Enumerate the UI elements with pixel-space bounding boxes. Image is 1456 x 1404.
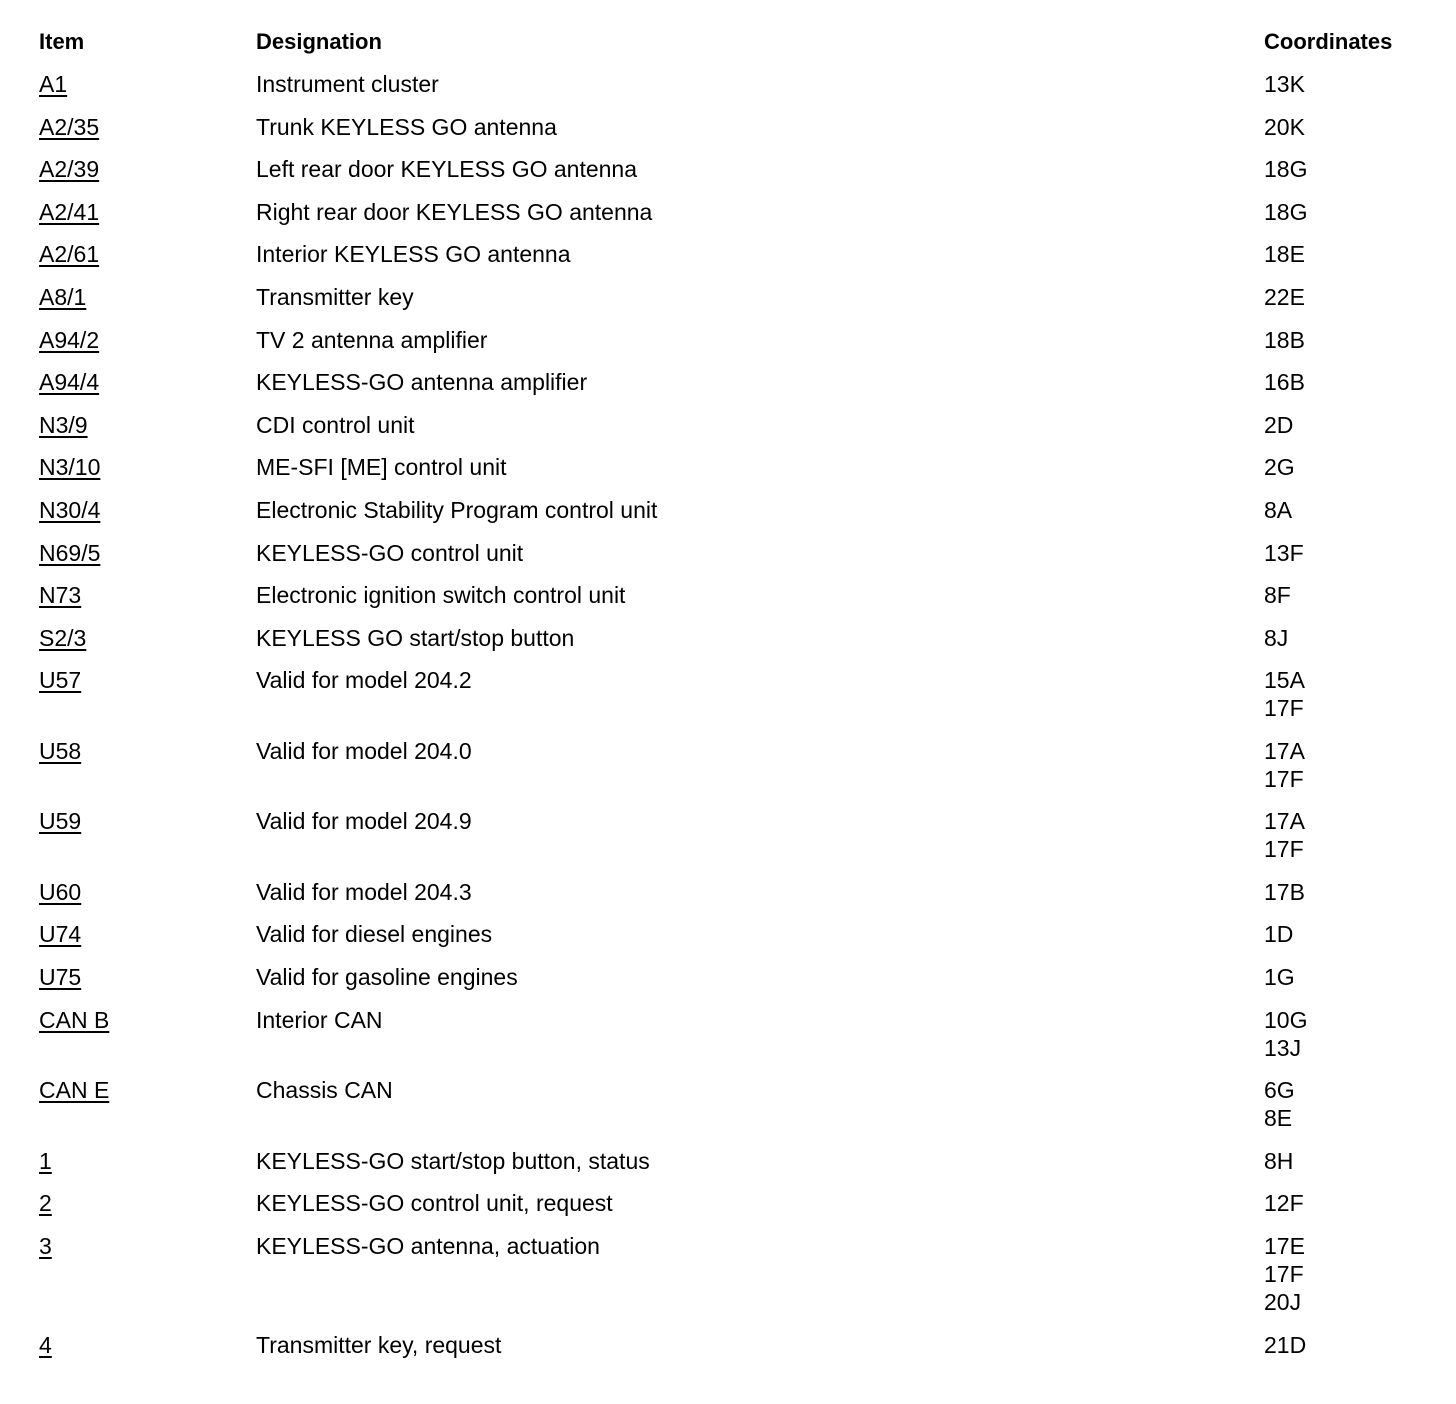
item-cell [39,283,256,311]
item-link[interactable]: N73 [39,582,82,609]
table-row [39,1147,1439,1190]
designation-cell: Valid for model 204.9 [256,808,472,835]
item-link[interactable]: CAN E [39,1077,110,1104]
coordinate-value: 15A [1264,667,1305,694]
coordinate-value: 13F [1264,539,1304,566]
coordinates-cell [1264,539,1439,567]
designation-cell: Electronic ignition switch control unit [256,582,626,609]
coordinate-value: 17F [1264,695,1304,722]
table-row [39,920,1439,963]
item-cell [39,1232,256,1260]
table-row [39,1189,1439,1232]
coordinate-value: 18E [1264,241,1305,268]
item-cell [39,624,256,652]
designation-cell: KEYLESS-GO control unit [256,539,524,566]
item-cell [39,368,256,396]
item-link[interactable]: 3 [39,1232,52,1259]
coordinates-cell [1264,737,1439,793]
coordinate-value: 13K [1264,71,1305,97]
table-row [39,198,1439,241]
table-row [39,368,1439,411]
item-link[interactable]: U75 [39,964,82,990]
header-item: Item [39,29,85,54]
item-link[interactable]: N69/5 [39,539,101,566]
item-link[interactable]: S2/3 [39,624,87,651]
coordinate-value: 2G [1264,454,1295,481]
coordinates-cell [1264,496,1439,524]
coordinates-cell [1264,198,1439,226]
coordinates-cell [1264,326,1439,354]
item-link[interactable]: A1 [39,71,68,97]
item-cell [39,453,256,481]
item-cell [39,70,256,98]
coordinate-value: 17B [1264,878,1305,905]
designation-cell: Valid for model 204.2 [256,667,472,694]
item-link[interactable]: 2 [39,1190,52,1217]
coordinates-cell [1264,155,1439,183]
designation-cell: Interior KEYLESS GO antenna [256,241,571,268]
coordinates-cell [1264,666,1439,722]
item-link[interactable]: U74 [39,921,82,948]
coordinate-value: 8H [1264,1147,1294,1174]
header-coordinates: Coordinates [1264,29,1393,54]
designation-cell: Interior CAN [256,1006,383,1033]
item-cell [39,198,256,226]
coordinates-cell [1264,963,1439,991]
legend-table [39,28,1439,1373]
coordinate-value: 6G [1264,1077,1295,1104]
item-link[interactable]: 1 [39,1147,52,1174]
table-row [39,666,1439,737]
item-cell [39,496,256,524]
table-row [39,1076,1439,1147]
designation-cell: ME-SFI [ME] control unit [256,454,507,481]
table-row [39,283,1439,326]
table-row [39,326,1439,369]
coordinates-cell [1264,1331,1439,1359]
coordinates-cell [1264,807,1439,863]
item-link[interactable]: A2/35 [39,113,100,140]
coordinate-value: 17F [1264,836,1304,863]
item-cell [39,326,256,354]
table-row [39,411,1439,454]
item-link[interactable]: U59 [39,808,82,835]
coordinates-cell [1264,1076,1439,1132]
coordinate-value: 20J [1264,1288,1302,1315]
item-link[interactable]: A94/2 [39,326,100,353]
table-row [39,240,1439,283]
coordinates-cell [1264,1147,1439,1175]
item-cell [39,539,256,567]
item-cell [39,807,256,835]
item-cell [39,1076,256,1104]
coordinate-value: 17A [1264,737,1305,764]
item-cell [39,920,256,948]
coordinates-cell [1264,240,1439,268]
table-row [39,624,1439,667]
designation-cell: KEYLESS-GO antenna, actuation [256,1232,600,1259]
item-link[interactable]: U60 [39,878,82,905]
designation-cell: Right rear door KEYLESS GO antenna [256,198,653,225]
item-link[interactable]: N30/4 [39,496,101,523]
designation-cell: Transmitter key, request [256,1331,502,1358]
coordinates-cell [1264,411,1439,439]
item-cell [39,113,256,141]
coordinates-cell [1264,453,1439,481]
coordinates-cell [1264,283,1439,311]
coordinate-value: 21D [1264,1331,1307,1358]
designation-cell: KEYLESS GO start/stop button [256,624,575,651]
item-link[interactable]: CAN B [39,1006,110,1033]
item-link[interactable]: N3/9 [39,411,88,438]
table-row [39,453,1439,496]
coordinate-value: 17F [1264,765,1304,792]
coordinates-cell [1264,1006,1439,1062]
table-row [39,878,1439,921]
coordinate-value: 17A [1264,808,1305,835]
designation-cell: KEYLESS-GO control unit, request [256,1190,613,1217]
coordinate-value: 22E [1264,283,1305,310]
coordinate-value: 17E [1264,1232,1305,1259]
table-row [39,737,1439,808]
table-row [39,70,1439,113]
coordinate-value: 20K [1264,113,1305,140]
coordinate-value: 8A [1264,496,1293,523]
item-cell [39,666,256,694]
item-cell [39,737,256,765]
designation-cell: TV 2 antenna amplifier [256,326,488,353]
item-link[interactable]: A2/61 [39,241,100,268]
item-cell [39,878,256,906]
item-link[interactable]: U57 [39,667,82,694]
coordinates-cell [1264,1189,1439,1217]
item-cell [39,1006,256,1034]
table-row [39,1006,1439,1077]
designation-cell: Instrument cluster [256,71,439,97]
item-link[interactable]: 4 [39,1331,52,1358]
item-cell [39,1147,256,1175]
coordinate-value: 8F [1264,582,1291,609]
coordinates-cell [1264,878,1439,906]
coordinates-cell [1264,581,1439,609]
item-cell [39,155,256,183]
table-row [39,1331,1439,1374]
designation-cell: Valid for model 204.3 [256,878,472,905]
table-row [39,581,1439,624]
coordinate-value: 10G [1264,1006,1308,1033]
coordinate-value: 1D [1264,921,1294,948]
table-row [39,155,1439,198]
designation-cell: Chassis CAN [256,1077,393,1104]
item-link[interactable]: A94/4 [39,369,100,396]
designation-cell: Left rear door KEYLESS GO antenna [256,156,638,183]
item-cell [39,963,256,991]
table-header [39,28,1439,70]
item-link[interactable]: A2/39 [39,156,100,183]
item-cell [39,411,256,439]
table-row [39,539,1439,582]
coordinate-value: 1G [1264,964,1295,990]
table-row [39,496,1439,539]
designation-cell: Transmitter key [256,283,414,310]
designation-cell: CDI control unit [256,411,415,438]
table-row [39,963,1439,1006]
coordinates-cell [1264,368,1439,396]
coordinates-cell [1264,1232,1439,1316]
coordinates-cell [1264,920,1439,948]
designation-cell: KEYLESS-GO start/stop button, status [256,1147,650,1174]
coordinate-value: 17F [1264,1260,1304,1287]
item-link[interactable]: U58 [39,737,82,764]
designation-cell: KEYLESS-GO antenna amplifier [256,369,588,396]
item-cell [39,1331,256,1359]
coordinate-value: 8E [1264,1105,1293,1132]
designation-cell: Electronic Stability Program control unit [256,496,658,523]
coordinate-value: 12F [1264,1190,1304,1217]
designation-cell: Valid for diesel engines [256,921,493,948]
item-link[interactable]: A2/41 [39,198,100,225]
item-cell [39,581,256,609]
item-cell [39,1189,256,1217]
coordinates-cell [1264,624,1439,652]
coordinate-value: 13J [1264,1034,1302,1061]
table-row [39,807,1439,878]
coordinate-value: 2D [1264,411,1294,438]
header-designation: Designation [256,29,382,54]
designation-cell: Valid for model 204.0 [256,737,472,764]
table-row [39,1232,1439,1331]
coordinate-value: 18B [1264,326,1305,353]
item-link[interactable]: A8/1 [39,283,87,310]
table-row [39,113,1439,156]
item-link[interactable]: N3/10 [39,454,101,481]
coordinate-value: 16B [1264,369,1305,396]
coordinates-cell [1264,113,1439,141]
coordinate-value: 18G [1264,156,1308,183]
item-cell [39,240,256,268]
coordinates-cell [1264,70,1439,98]
coordinate-value: 18G [1264,198,1308,225]
designation-cell: Trunk KEYLESS GO antenna [256,113,557,140]
designation-cell: Valid for gasoline engines [256,964,518,990]
coordinate-value: 8J [1264,624,1289,651]
table-body [39,70,1439,1373]
